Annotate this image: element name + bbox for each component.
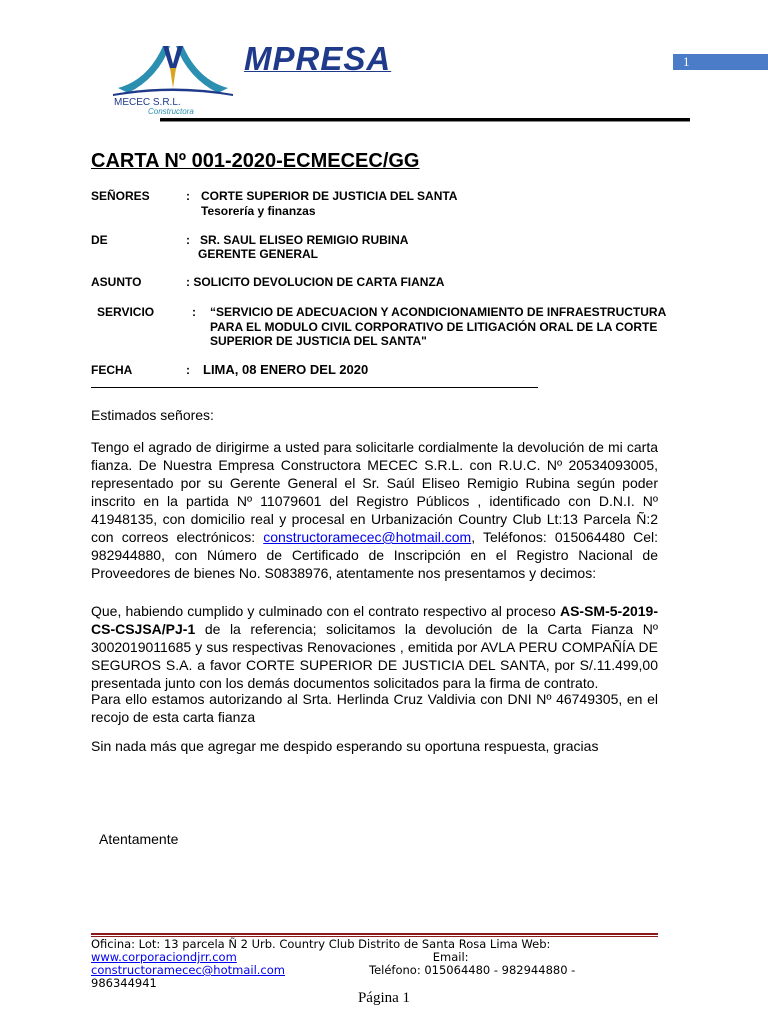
servicio-label: SERVICIO: [97, 305, 155, 319]
greeting: Estimados señores:: [91, 407, 214, 423]
header-separator: [91, 387, 538, 388]
senores-label: SEÑORES: [91, 189, 150, 203]
de-colon: :: [186, 233, 190, 247]
footer-email-link[interactable]: constructoramecec@hotmail.com: [91, 963, 285, 977]
p1-email-link[interactable]: constructoramecec@hotmail.com: [263, 529, 472, 545]
p1-text-a: Tengo el agrado de dirigirme a usted para solicitarle cordialmente la devolución de mi carta fianza. De Nuestra Empresa Constructora MECEC S.R.L. con R.U.C. Nº 20534093005, representado por su Gerente General el Sr. Saúl Eliseo Remigio Rubina según poder inscrito en la partida Nº 11079601 del Registro Públicos , identificado con D.N.I. Nº 41948135, con domicilio real y procesal en Urbanización Country Club Lt:13 Parcela Ñ:2 con correos electrónicos:: [91, 439, 658, 545]
fecha-colon: :: [186, 363, 190, 377]
paragraph-2: [91, 602, 658, 692]
footer-web-link[interactable]: www.corporaciondjrr.com: [91, 950, 237, 964]
servicio-line1: “SERVICIO DE ADECUACION Y ACONDICIONAMIENTO DE INFRAESTRUCTURA: [210, 305, 667, 319]
header-rule-shadow: [160, 121, 690, 122]
logo-company: MECEC S.R.L.: [114, 97, 181, 108]
fecha-value: LIMA, 08 ENERO DEL 2020: [203, 362, 369, 377]
fecha-label: FECHA: [91, 363, 133, 377]
logo-tagline: Constructora: [148, 107, 194, 116]
footer-address: Oficina: Lot: 13 parcela Ñ 2 Urb. Country Club Distrito de Santa Rosa Lima Web:: [91, 937, 551, 951]
senores-line1: CORTE SUPERIOR DE JUSTICIA DEL SANTA: [201, 189, 458, 203]
footer-phones: Teléfono: 015064480 - 982944880 -: [369, 963, 576, 977]
page-number-badge: 1: [673, 54, 768, 70]
paragraph-4: Sin nada más que agregar me despido esperando su oportuna respuesta, gracias: [91, 738, 599, 754]
paragraph-1: [91, 438, 658, 582]
p2-text-b: de la referencia; solicitamos la devolución de la Carta Fianza Nº 3002019011685 y sus respectivas Renovaciones , emitida por AVLA PERU COMPAÑÍA DE SEGUROS S.A. a favor CORTE SUPERIOR DE JUSTICIA DEL SANTA, por S/.11.499,00 presentada junto con los demás documentos solicitados para la firma de contrato.: [91, 621, 658, 691]
page-footer-number: Página 1: [357, 990, 411, 1006]
p2-text-a: Que, habiendo cumplido y culminado con el contrato respectivo al proceso: [91, 603, 560, 619]
senores-colon: :: [186, 189, 190, 203]
de-label: DE: [91, 233, 108, 247]
asunto-value: : SOLICITO DEVOLUCION DE CARTA FIANZA: [186, 275, 445, 289]
footer: [91, 938, 691, 990]
p2-process-code: AS-SM-5-2019-CS-CSJSA/PJ-1: [91, 603, 658, 637]
de-line1: SR. SAUL ELISEO REMIGIO RUBINA: [200, 233, 409, 247]
footer-email-label: Email:: [432, 950, 469, 964]
footer-phone-last: 986344941: [91, 976, 157, 990]
company-logo: [108, 38, 238, 100]
de-line2: GERENTE GENERAL: [198, 247, 319, 261]
p1-text-b: , Teléfonos: 015064480 Cel: 982944880, con Número de Certificado de Inscripción en el Registro Nacional de Proveedores de bienes No. S0838976, atentamente nos presentamos y decimos:: [91, 529, 658, 581]
footer-rule: [91, 933, 658, 935]
asunto-label: ASUNTO: [91, 275, 142, 289]
closing: Atentamente: [99, 831, 179, 847]
senores-line2: Tesorería y finanzas: [201, 204, 316, 218]
servicio-colon: :: [192, 305, 196, 319]
servicio-line3: SUPERIOR DE JUSTICIA DEL SANTA": [210, 334, 427, 348]
letter-title: CARTA Nº 001-2020-ECMECEC/GG: [91, 150, 420, 172]
servicio-line2: PARA EL MODULO CIVIL CORPORATIVO DE LITIGACIÓN ORAL DE LA CORTE: [210, 320, 658, 334]
footer-email-row: [91, 964, 691, 977]
logo-word: MPRESA: [244, 40, 392, 77]
paragraph-3: Para ello estamos autorizando al Srta. Herlinda Cruz Valdivia con DNI Nº 46749305, en el recojo de esta carta fianza: [91, 691, 658, 725]
